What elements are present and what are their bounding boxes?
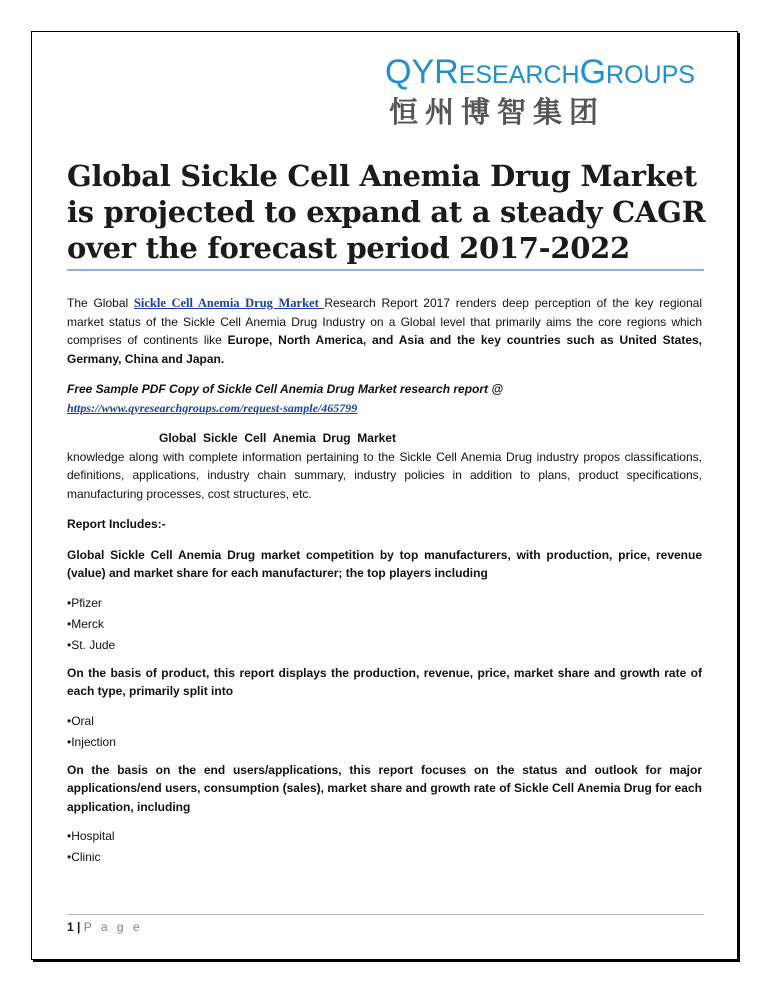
footer-divider <box>67 914 704 915</box>
applications-list <box>67 826 702 868</box>
page-label: P a g e <box>83 920 143 934</box>
knowledge-text: knowledge along with complete information pertaining to the Sickle Cell Anemia Drug industry propos classifications, definitions, applications, industry chain summary, industry policies in addition to plans, product specifications, manufacturing processes, cost structures, etc. <box>67 449 702 501</box>
intro-paragraph <box>67 294 702 368</box>
document-title: Global Sickle Cell Anemia Drug Market is projected to expand at a steady CAGR over the forecast period 2017-2022 <box>67 159 706 265</box>
sample-url-link[interactable]: https://www.qyresearchgroups.com/request-sample/465799 <box>67 400 358 415</box>
applications-paragraph: On the basis on the end users/applications, this report focuses on the status and outlook for major applications/end users, consumption (sales), market share and growth rate of Sickle Cell Anemia Drug for each application, including <box>67 762 702 814</box>
logo-chinese: 恒州博智集团 <box>389 95 606 129</box>
logo-english: QYRESEARCHGROUPS <box>385 53 695 91</box>
page-shadow-bottom <box>33 960 740 962</box>
company-logo <box>385 55 715 135</box>
competition-paragraph: Global Sickle Cell Anemia Drug market competition by top manufacturers, with production, price, revenue (value) and market share for each manufacturer; the top players including <box>67 547 702 580</box>
list-item: •Injection <box>67 734 116 749</box>
types-list <box>67 711 702 753</box>
intro-regions: Europe, North America, and Asia and the key countries such as United States, Germany, China and Japan. <box>67 333 703 366</box>
report-includes-heading: Report Includes:- <box>67 517 166 531</box>
sample-label: Free Sample PDF Copy of Sickle Cell Anemia Drug Market research report @ <box>67 382 504 396</box>
page-footer <box>67 918 143 936</box>
list-item: •Pfizer <box>67 595 102 610</box>
knowledge-paragraph <box>67 429 702 503</box>
intro-text-start: The Global <box>67 296 134 310</box>
document-body <box>67 294 702 868</box>
page-shadow-right <box>738 33 740 962</box>
sample-paragraph <box>67 380 702 417</box>
list-item: •Oral <box>67 713 94 728</box>
footer-separator: | <box>77 920 81 934</box>
intro-text-body: Research Report 2017 renders deep perception of the key regional market status of the Sickle Cell Anemia Drug Industry on a Global level that primarily aims the core regions which comprises of continents like <box>67 296 702 347</box>
page-number: 1 <box>67 920 74 934</box>
list-item: •Hospital <box>67 829 115 843</box>
title-underline <box>67 269 704 271</box>
list-item: •St. Jude <box>67 637 116 652</box>
list-item: •Merck <box>67 616 104 631</box>
knowledge-heading: Global Sickle Cell Anemia Drug Market <box>159 431 396 445</box>
list-item: •Clinic <box>67 850 101 864</box>
product-paragraph: On the basis of product, this report displays the production, revenue, price, market share and growth rate of each type, primarily split into <box>67 665 702 698</box>
players-list <box>67 593 702 656</box>
market-report-link[interactable]: Sickle Cell Anemia Drug Market <box>133 296 325 310</box>
